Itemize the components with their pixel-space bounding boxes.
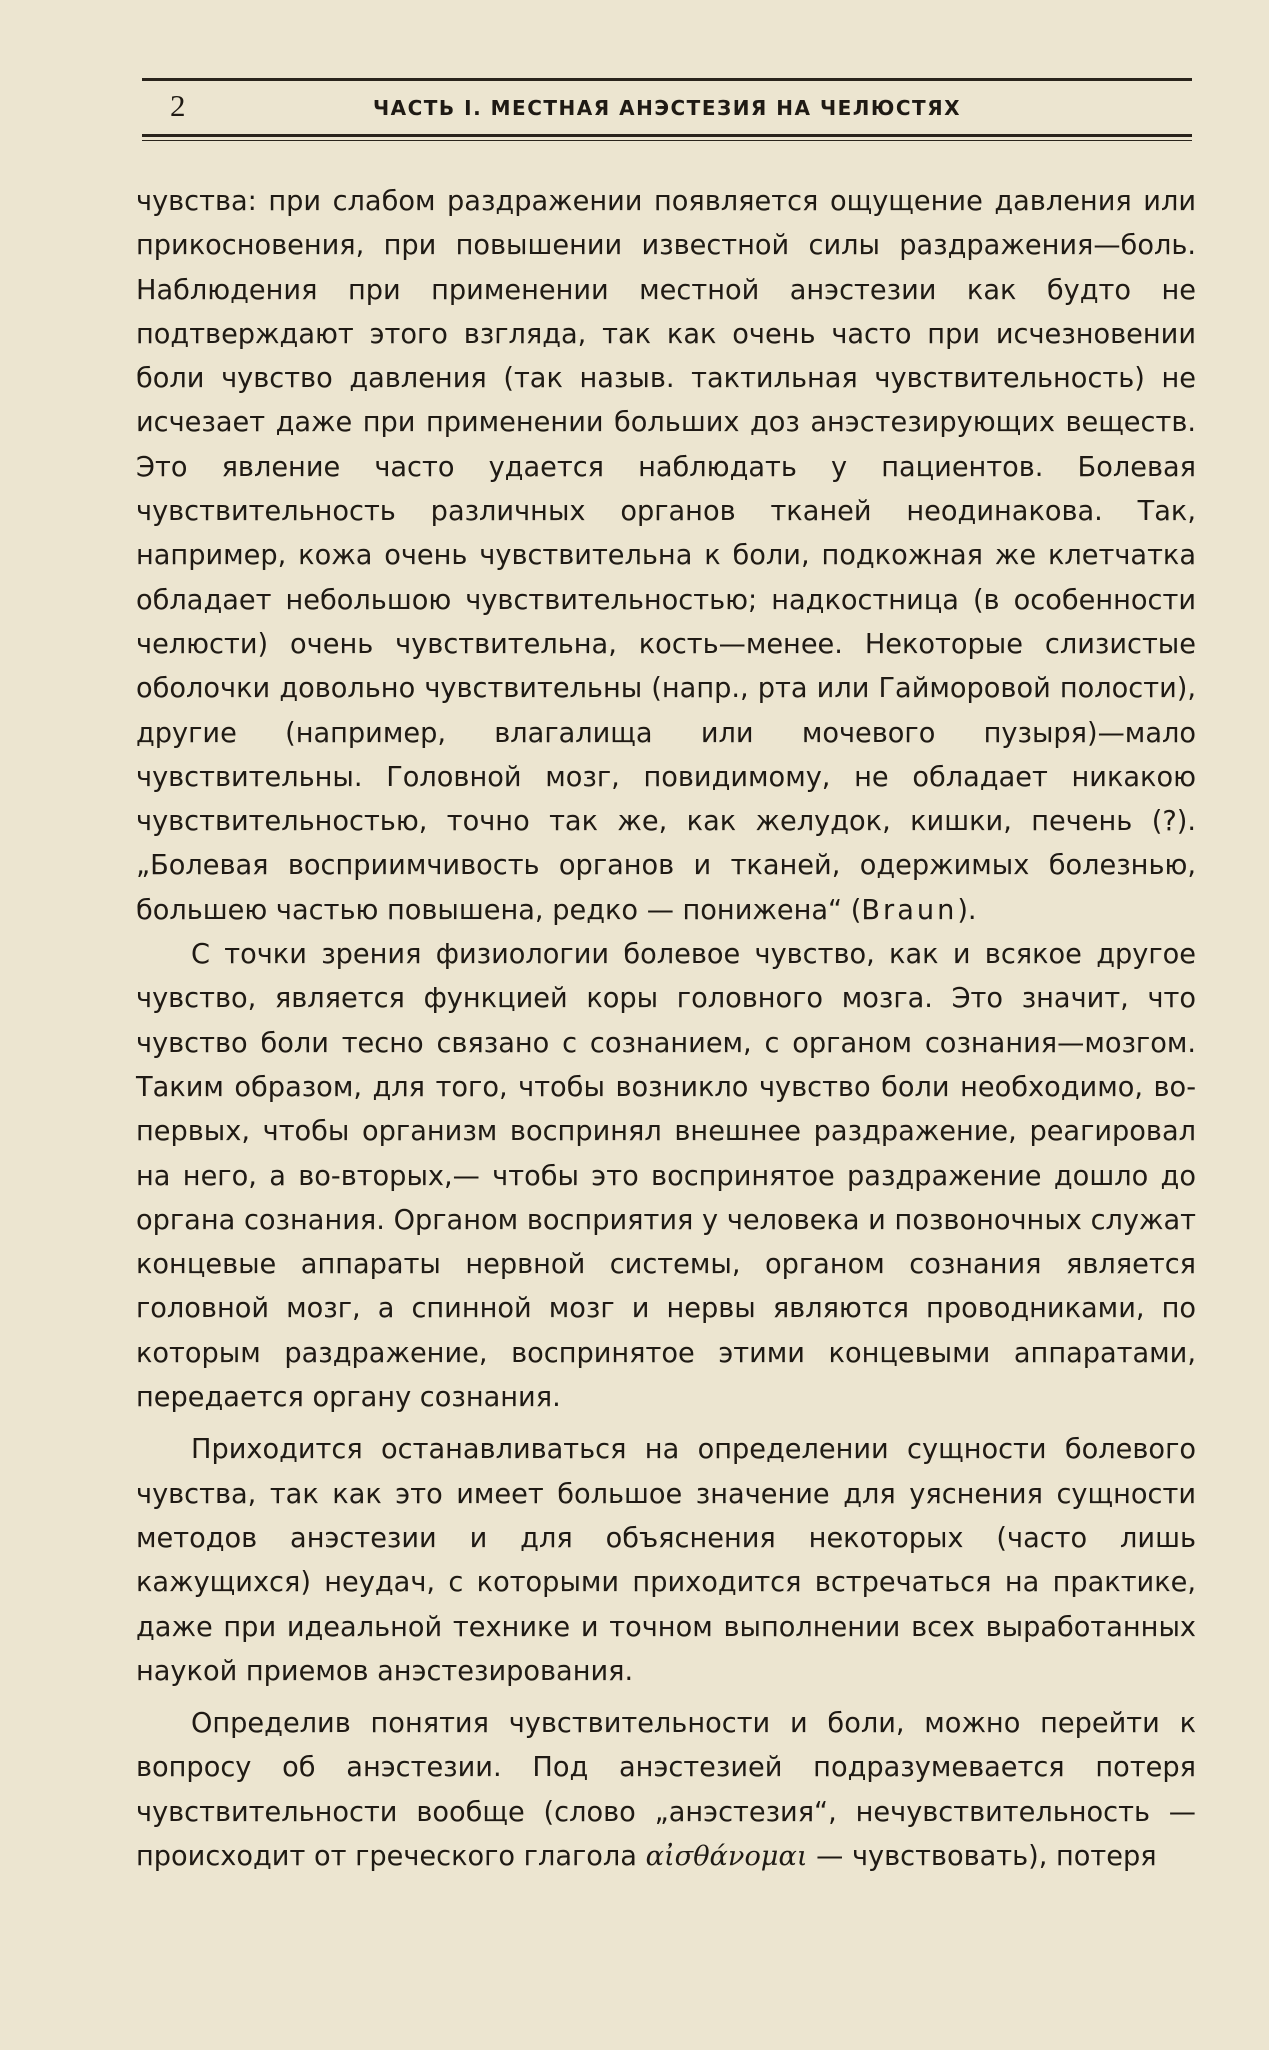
paragraph-4-text: Определив понятия чувствительности и боли, можно перейти к вопросу об анэстезии. Под анэстезией подразумевается потеря чувствительности вообще (слово „анэстезия“, нечувствительность — происходит от греческого глагола bbox=[136, 1708, 1196, 1872]
paragraph-1-text: чувства: при слабом раздражении появляется ощущение давления или прикосновения, при повышении известной силы раздражения—боль. Наблюдения при применении местной анэстезии как будто не подтверждают этого взгляда, так как очень часто при исчезновении боли чувство давления (так назыв. тактильная чувствительность) не исчезает даже при применении больших доз анэстезирующих веществ. Это явление часто удается наблюдать у пациентов. Болевая чувствительность различных органов тканей неодинакова. Так, например, кожа очень чувствительна к боли, подкожная же клетчатка обладает небольшою чувствительностью; надкостница (в особенности челюсти) очень чувствительна, кость—менее. Некоторые слизистые оболочки довольно чувствительны (напр., рта или Гайморовой полости), другие (например, влагалища или мочевого пузыря)—мало чувствительны. Головной мозг, повидимому, не обладает никакою чувствительностью, точно так же, как желудок, кишки, печень (?). „Болевая восприимчивость органов и тканей, одержимых болезнью, большею частью повышена, редко — понижена“ ( bbox=[136, 186, 1196, 926]
header-bottom-thin-rule bbox=[142, 140, 1192, 141]
greek-word: αἰσθάνομαι bbox=[645, 1840, 808, 1872]
paragraph-2: С точки зрения физиологии болевое чувство, как и всякое другое чувство, является функцией коры головного мозга. Это значит, что чувство боли тесно связано с сознанием, с органом сознания—мозгом. Таким образом, для того, чтобы возникло чувство боли необходимо, во-первых, чтобы организм воспринял внешнее раздражение, реагировал на него, а во-вторых,— чтобы это воспринятое раздражение дошло до органа сознания. Органом восприятия у человека и позвоночных служат концевые аппараты нервной системы, органом сознания является головной мозг, а спинной мозг и нервы являются проводниками, по которым раздражение, воспринятое этими концевыми аппаратами, передается органу сознания. bbox=[136, 939, 1196, 1414]
paragraph-3: Приходится останавливаться на определении сущности болевого чувства, так как это имеет большое значение для уяснения сущности методов анэстезии и для объяснения некоторых (часто лишь кажущихся) неудач, с которыми приходится встречаться на практике, даже при идеальной технике и точном выполнении всех выработанных наукой приемов анэстезирования. bbox=[136, 1434, 1196, 1687]
running-head bbox=[142, 86, 1192, 130]
author-name: Braun bbox=[861, 894, 958, 926]
paragraph-1 bbox=[136, 180, 1196, 933]
paragraph-4-end: — чувствовать), потеря bbox=[807, 1840, 1157, 1872]
body-text bbox=[136, 180, 1196, 1879]
running-title: ЧАСТЬ I. МЕСТНАЯ АНЭСТЕЗИЯ НА ЧЕЛЮСТЯХ bbox=[372, 96, 962, 120]
header-top-rule bbox=[142, 78, 1192, 81]
header-bottom-rule bbox=[142, 134, 1192, 137]
page-number: 2 bbox=[170, 88, 186, 123]
paragraph-1-end: ). bbox=[957, 894, 977, 926]
paragraph-4 bbox=[136, 1702, 1196, 1879]
